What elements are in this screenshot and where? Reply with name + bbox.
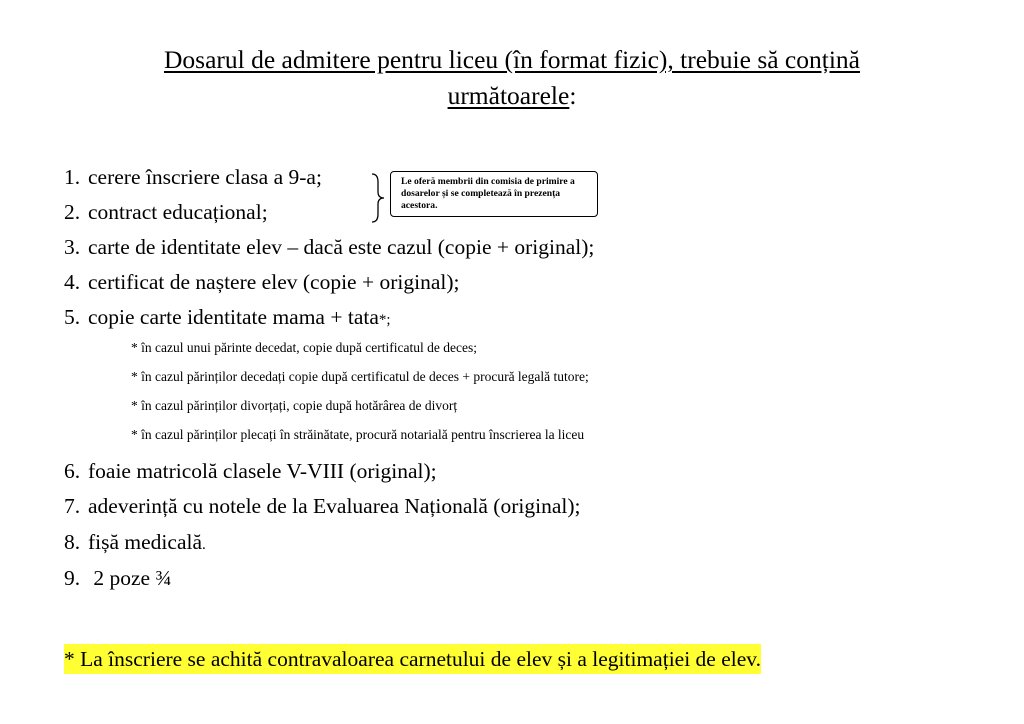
item-number: 8. — [64, 530, 81, 554]
list-item — [64, 527, 206, 560]
item-text: contract educațional; — [88, 200, 268, 224]
list-item — [64, 267, 459, 297]
item-text: 2 poze ¾ — [88, 566, 172, 590]
item-suffix: . — [202, 537, 206, 553]
item-number: 6. — [64, 459, 81, 483]
title-line-2 — [0, 78, 1024, 114]
footnote-line: * în cazul părinților decedați copie după certificatul de deces + procură legală tutore; — [131, 369, 589, 384]
item-number: 5. — [64, 305, 81, 329]
list-item — [64, 232, 594, 262]
item-number: 2. — [64, 200, 81, 224]
list-item — [64, 563, 172, 593]
list-item — [64, 162, 322, 192]
footnote-line: * în cazul părinților divorțați, copie după hotărârea de divorț — [131, 398, 458, 413]
curly-brace-icon — [370, 172, 390, 224]
item-text: copie carte identitate mama + tata — [88, 305, 379, 329]
highlighted-notice: * La înscriere se achită contravaloarea carnetului de elev și a legitimației de elev. — [64, 644, 761, 674]
item-text: fișă medicală — [88, 530, 203, 554]
callout-box: Le oferă membrii din comisia de primire a dosarelor și se completează în prezența acestora. — [390, 171, 598, 217]
item-number: 7. — [64, 494, 81, 518]
list-item — [64, 491, 580, 521]
footnote-line: * în cazul părinților plecați în străinătate, procură notarială pentru înscrierea la liceu — [131, 427, 585, 442]
list-item — [64, 302, 391, 335]
page-title — [0, 42, 1024, 114]
item-text: cerere înscriere clasa a 9-a; — [88, 165, 322, 189]
item-text: certificat de naștere elev (copie + original); — [88, 270, 460, 294]
item-text: foaie matricolă clasele V-VIII (original); — [88, 459, 437, 483]
item-number: 1. — [64, 165, 81, 189]
title-line-1: Dosarul de admitere pentru liceu (în format fizic), trebuie să conțină — [163, 45, 860, 74]
item-number: 3. — [64, 235, 81, 259]
item-suffix: *; — [378, 312, 391, 328]
list-item — [64, 197, 268, 227]
item-number: 9. — [64, 566, 81, 590]
item-number: 4. — [64, 270, 81, 294]
title-underlined-word: următoarele — [447, 81, 570, 110]
title-colon: : — [569, 81, 577, 110]
item-text: adeverință cu notele de la Evaluarea Națională (original); — [88, 494, 581, 518]
footnote-line: * în cazul unui părinte decedat, copie după certificatul de deces; — [131, 340, 477, 355]
item-text: carte de identitate elev – dacă este cazul (copie + original); — [88, 235, 595, 259]
list-item — [64, 456, 437, 486]
